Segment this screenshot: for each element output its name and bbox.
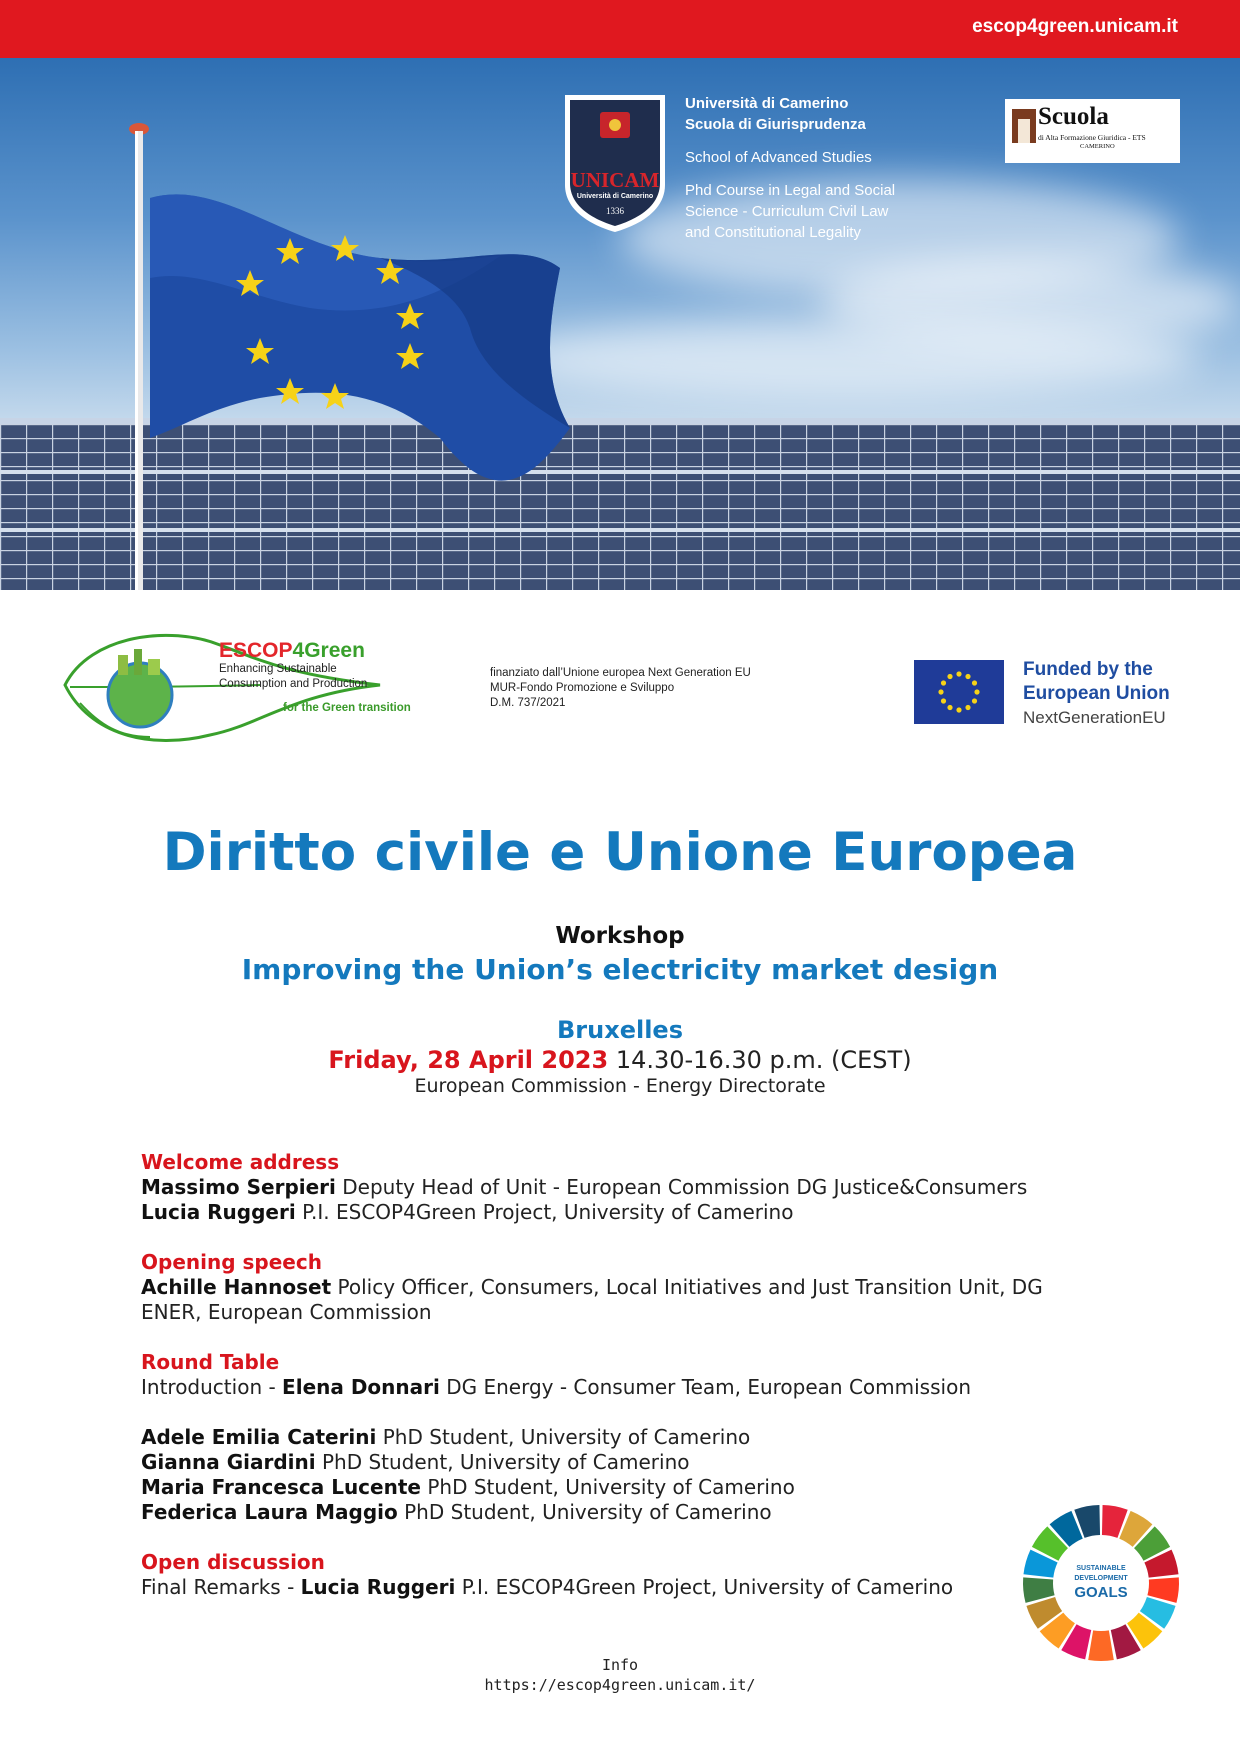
section-discussion xyxy=(141,1550,1101,1600)
section-opening xyxy=(141,1250,1101,1325)
speaker-role: PhD Student, University of Camerino xyxy=(420,1475,795,1499)
eu-label-line2: European Union xyxy=(1023,683,1170,704)
speaker-line xyxy=(141,1575,1101,1600)
eu-label-line1: Funded by the xyxy=(1023,659,1153,680)
eu-stars-icon xyxy=(914,660,1004,724)
escop4green-name-prefix: ESCOP xyxy=(219,639,293,662)
speaker-line xyxy=(141,1175,1101,1200)
speaker-role: DG Energy - Consumer Team, European Commission xyxy=(439,1375,971,1399)
intro-prefix: Introduction - xyxy=(141,1375,283,1399)
phd-line-1: Phd Course in Legal and Social xyxy=(685,182,896,199)
escop4green-subtitle-line2: Consumption and Production xyxy=(219,678,368,690)
participant-line xyxy=(141,1425,1101,1450)
info-url[interactable]: https://escop4green.unicam.it/ xyxy=(484,1676,756,1694)
escop4green-name-suffix: 4Green xyxy=(292,639,365,662)
speaker-line xyxy=(141,1375,1101,1400)
speaker-role: Deputy Head of Unit - European Commission DG Justice&Consumers xyxy=(335,1175,1028,1199)
participant-line xyxy=(141,1475,1101,1500)
remarks-prefix: Final Remarks - xyxy=(141,1575,301,1599)
section-title: Opening speech xyxy=(141,1250,322,1274)
speaker-role: PhD Student, University of Camerino xyxy=(315,1450,690,1474)
phd-line-2: Science - Curriculum Civil Law xyxy=(685,203,889,220)
scuola-sub: di Alta Formazione Giuridica - ETS xyxy=(1038,133,1146,142)
info-label: Info xyxy=(601,1656,639,1674)
sdg-line3: GOALS xyxy=(1074,1584,1128,1601)
funding-line1: finanziato dall’Unione europea Next Generation EU xyxy=(490,667,751,679)
speaker-name: Achille Hannoset xyxy=(141,1275,332,1299)
funding-line2: MUR-Fondo Promozione e Sviluppo xyxy=(490,682,675,694)
unicam-shield-year: 1336 xyxy=(606,206,624,216)
speaker-name: Elena Donnari xyxy=(282,1375,440,1399)
top-bar xyxy=(0,0,1240,58)
scuola-city: CAMERINO xyxy=(1080,143,1115,150)
section-title: Open discussion xyxy=(141,1550,325,1574)
escop4green-subtitle xyxy=(219,662,389,692)
funding-text xyxy=(490,666,751,711)
scuola-logo xyxy=(1005,99,1180,163)
speaker-role: P.I. ESCOP4Green Project, University of Camerino xyxy=(295,1200,794,1224)
university-school: Scuola di Giurisprudenza xyxy=(685,116,866,133)
university-name: Università di Camerino xyxy=(685,95,849,112)
speaker-name: Massimo Serpieri xyxy=(141,1175,336,1199)
event-time: 14.30-16.30 p.m. (CEST) xyxy=(608,1046,912,1074)
speaker-role: PhD Student, University of Camerino xyxy=(397,1500,772,1524)
speaker-name: Gianna Giardini xyxy=(141,1450,316,1474)
sdg-label xyxy=(1061,1564,1141,1601)
building-icon xyxy=(1010,105,1038,143)
speaker-name: Lucia Ruggeri xyxy=(141,1200,296,1224)
section-title: Round Table xyxy=(141,1350,280,1374)
hero-image xyxy=(0,58,1240,590)
university-info xyxy=(685,93,925,243)
speaker-name: Adele Emilia Caterini xyxy=(141,1425,377,1449)
eu-emblem xyxy=(914,660,1004,724)
escop4green-tagline: for the Green transition xyxy=(283,702,411,714)
advanced-studies-label: School of Advanced Studies xyxy=(685,149,872,166)
funding-line3: D.M. 737/2021 xyxy=(490,697,566,709)
sdg-wheel-logo xyxy=(1020,1502,1182,1664)
section-title: Welcome address xyxy=(141,1150,340,1174)
event-type: Workshop xyxy=(555,923,685,949)
speaker-name: Maria Francesca Lucente xyxy=(141,1475,421,1499)
speaker-role: Policy Officer, Consumers, Local Initiatives and Just Transition Unit, DG ENER, European Commission xyxy=(141,1275,1043,1324)
section-participants xyxy=(141,1425,1101,1525)
phd-line-3: and Constitutional Legality xyxy=(685,224,861,241)
event-date-time xyxy=(0,1046,1240,1074)
website-link[interactable]: escop4green.unicam.it xyxy=(972,16,1178,37)
event-venue: European Commission - Energy Directorate xyxy=(414,1075,826,1097)
sdg-line1: SUSTAINABLE xyxy=(1076,1565,1126,1572)
page-title: Diritto civile e Unione Europea xyxy=(162,822,1078,883)
eu-label-line3: NextGenerationEU xyxy=(1023,708,1166,727)
speaker-name: Federica Laura Maggio xyxy=(141,1500,398,1524)
program xyxy=(141,1150,1101,1625)
section-round-table xyxy=(141,1350,1101,1400)
unicam-shield-sub: Università di Camerino xyxy=(576,193,654,200)
partner-logos xyxy=(0,620,1240,750)
escop4green-subtitle-line1: Enhancing Sustainable xyxy=(219,663,337,675)
speaker-line xyxy=(141,1200,1101,1225)
eu-funded-label xyxy=(1023,658,1170,730)
event-date: Friday, 28 April 2023 xyxy=(328,1046,609,1074)
speaker-role: P.I. ESCOP4Green Project, University of Camerino xyxy=(455,1575,954,1599)
section-welcome xyxy=(141,1150,1101,1225)
participant-line xyxy=(141,1500,1101,1525)
escop4green-name xyxy=(219,639,365,663)
unicam-shield-text: UNICAM xyxy=(570,168,660,192)
eu-flag-image xyxy=(140,138,580,498)
scuola-title: Scuola xyxy=(1038,103,1109,130)
participant-line xyxy=(141,1450,1101,1475)
event-subtitle: Improving the Union’s electricity market design xyxy=(241,953,999,986)
speaker-line xyxy=(141,1275,1101,1325)
speaker-name: Lucia Ruggeri xyxy=(300,1575,456,1599)
sdg-line2: DEVELOPMENT xyxy=(1074,1575,1128,1582)
speaker-role: PhD Student, University of Camerino xyxy=(376,1425,751,1449)
event-city: Bruxelles xyxy=(557,1016,683,1044)
